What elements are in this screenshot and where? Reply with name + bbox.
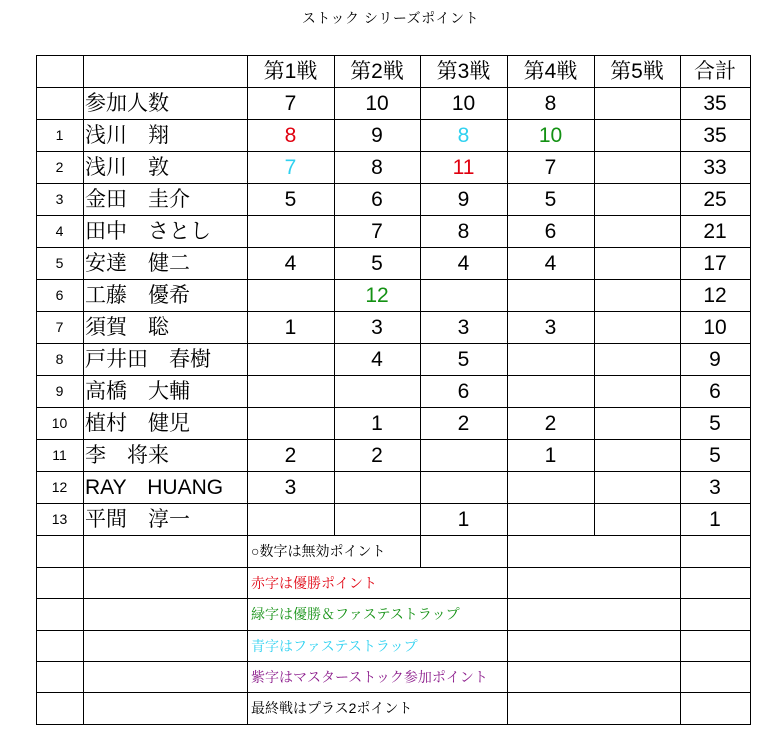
header-race-1: 第1戦: [263, 59, 318, 83]
player-name: 浅川 敦: [85, 155, 169, 179]
rank-cell: 8: [55, 351, 64, 367]
column-divider: [680, 55, 681, 724]
score-race-4: [507, 375, 594, 407]
column-divider: [594, 55, 595, 535]
legend-note: 紫字はマスターストック参加ポイント: [251, 668, 488, 685]
row-divider: [36, 311, 751, 312]
row-divider: [36, 407, 751, 408]
header-race-3: 第3戦: [436, 59, 491, 83]
player-name: 浅川 翔: [85, 123, 169, 147]
column-divider: [334, 55, 335, 535]
score-race-1: 4: [284, 251, 297, 275]
score-race-5: [594, 503, 680, 535]
rank-cell: 5: [55, 255, 64, 271]
column-divider: [750, 55, 751, 724]
player-name: 戸井田 春樹: [85, 347, 211, 371]
score-race-5: [594, 375, 680, 407]
legend-note: 赤字は優勝ポイント: [251, 574, 377, 591]
score-race-1: 5: [284, 187, 297, 211]
score-race-3: [420, 439, 507, 471]
score-total: 33: [703, 155, 727, 179]
score-race-5: [594, 151, 680, 183]
score-race-4: 2: [544, 411, 557, 435]
column-divider: [83, 55, 84, 724]
score-race-1: [247, 375, 334, 407]
score-race-1: [247, 503, 334, 535]
score-race-4: 4: [544, 251, 557, 275]
score-race-4: 3: [544, 315, 557, 339]
rank-cell: 7: [55, 319, 64, 335]
row-divider: [36, 661, 751, 662]
score-total: 10: [703, 315, 727, 339]
participants-race-5: [594, 87, 680, 119]
score-race-5: [594, 407, 680, 439]
row-divider: [36, 183, 751, 184]
score-race-4: 5: [544, 187, 557, 211]
row-divider: [36, 630, 751, 631]
score-total: 17: [703, 251, 727, 275]
player-name: 金田 圭介: [85, 187, 190, 211]
participants-race-3: 10: [451, 91, 476, 115]
score-race-3: 11: [452, 155, 475, 179]
row-divider: [36, 692, 751, 693]
score-race-3: 2: [457, 411, 470, 435]
score-race-5: [594, 279, 680, 311]
header-race-4: 第4戦: [523, 59, 578, 83]
score-race-4: 10: [538, 123, 563, 147]
score-race-1: [247, 279, 334, 311]
score-race-4: [507, 471, 594, 503]
score-race-5: [594, 311, 680, 343]
row-divider: [36, 503, 751, 504]
header-race-2: 第2戦: [350, 59, 404, 83]
score-total: 5: [709, 411, 721, 435]
score-race-3: 1: [457, 507, 470, 531]
row-divider: [36, 598, 751, 599]
row-divider: [36, 119, 751, 120]
header-total: 合計: [694, 59, 736, 83]
player-name: 須賀 聡: [85, 315, 169, 339]
column-divider: [247, 55, 248, 724]
rank-cell: 1: [55, 127, 64, 143]
player-name: 植村 健児: [85, 411, 190, 435]
column-divider: [36, 55, 37, 724]
score-race-3: [420, 471, 507, 503]
score-race-2: 2: [371, 443, 383, 467]
row-divider: [36, 87, 751, 88]
score-race-1: [247, 407, 334, 439]
participants-race-1: 7: [284, 91, 297, 115]
player-name: RAY HUANG: [85, 475, 224, 499]
player-name: 工藤 優希: [85, 283, 190, 307]
score-race-3: 8: [457, 123, 470, 147]
rank-cell: 2: [55, 159, 64, 175]
score-race-2: 5: [371, 251, 383, 275]
row-divider: [36, 215, 751, 216]
score-race-5: [594, 183, 680, 215]
score-race-3: [420, 279, 507, 311]
score-race-2: 1: [371, 411, 383, 435]
participants-total: 35: [703, 91, 727, 115]
rank-cell: 6: [55, 287, 64, 303]
score-race-1: 1: [284, 315, 297, 339]
score-race-4: 7: [544, 155, 557, 179]
legend-note: 青字はファステストラップ: [251, 637, 418, 654]
score-race-3: 9: [457, 187, 470, 211]
score-race-5: [594, 471, 680, 503]
score-race-2: [334, 375, 420, 407]
legend-note: 最終戦はプラス2ポイント: [251, 700, 413, 716]
score-race-1: [247, 215, 334, 247]
score-total: 6: [709, 379, 721, 403]
row-divider: [36, 535, 751, 536]
score-race-3: 6: [457, 379, 470, 403]
score-race-1: [247, 343, 334, 375]
score-race-2: 8: [371, 155, 383, 179]
player-name: 安達 健二: [85, 251, 190, 275]
score-race-4: [507, 503, 594, 535]
rank-cell: 12: [51, 479, 68, 495]
score-race-4: [507, 343, 594, 375]
row-divider: [36, 343, 751, 344]
score-total: 3: [709, 475, 721, 499]
row-divider: [36, 151, 751, 152]
score-race-4: [507, 279, 594, 311]
score-race-2: 9: [371, 123, 383, 147]
score-race-2: 12: [365, 283, 389, 307]
participants-race-2: 10: [365, 91, 389, 115]
score-total: 9: [709, 347, 721, 371]
rank-cell: 4: [55, 223, 64, 239]
score-race-1: 2: [284, 443, 297, 467]
score-race-4: 1: [544, 443, 557, 467]
page-title: ストック シリーズポイント: [301, 10, 480, 26]
rank-cell: 3: [55, 191, 64, 207]
score-race-3: 3: [457, 315, 470, 339]
score-race-3: 4: [457, 251, 470, 275]
score-race-5: [594, 343, 680, 375]
rank-cell: 11: [52, 447, 67, 463]
score-race-2: 3: [371, 315, 383, 339]
header-rank: [36, 55, 83, 87]
row-divider: [36, 279, 751, 280]
score-total: 1: [709, 507, 721, 531]
row-divider: [36, 247, 751, 248]
row-divider: [36, 567, 751, 568]
score-total: 21: [703, 219, 727, 243]
score-race-3: 5: [457, 347, 470, 371]
score-race-5: [594, 215, 680, 247]
rank-cell: 13: [51, 511, 68, 527]
row-divider: [36, 439, 751, 440]
player-name: 田中 さとし: [85, 219, 211, 243]
column-divider: [420, 55, 421, 535]
rank-cell: 9: [55, 383, 64, 399]
score-race-2: 6: [371, 187, 383, 211]
note-divider: [420, 535, 421, 567]
score-total: 12: [703, 283, 727, 307]
score-race-5: [594, 247, 680, 279]
score-race-2: 7: [371, 219, 383, 243]
score-total: 35: [703, 123, 727, 147]
row-divider: [36, 724, 751, 725]
participants-race-4: 8: [544, 91, 557, 115]
score-race-1: 8: [284, 123, 297, 147]
header-name: [83, 55, 247, 87]
score-race-1: 7: [284, 155, 297, 179]
column-divider: [507, 55, 508, 724]
score-race-5: [594, 119, 680, 151]
legend-note: ○数字は無効ポイント: [251, 543, 386, 559]
score-total: 25: [703, 187, 727, 211]
row-divider: [36, 55, 751, 56]
player-name: 平間 淳一: [85, 507, 190, 531]
score-race-3: 8: [457, 219, 470, 243]
participants-label: 参加人数: [85, 91, 169, 115]
score-race-2: [334, 503, 420, 535]
row-divider: [36, 375, 751, 376]
score-race-2: [334, 471, 420, 503]
score-race-5: [594, 439, 680, 471]
row-divider: [36, 471, 751, 472]
rank-cell: 10: [51, 415, 68, 431]
player-name: 李 将来: [85, 443, 169, 467]
score-race-1: 3: [284, 475, 297, 499]
header-race-5: 第5戦: [610, 59, 664, 83]
score-race-4: 6: [544, 219, 557, 243]
score-race-2: 4: [371, 347, 383, 371]
score-total: 5: [709, 443, 721, 467]
legend-note: 緑字は優勝＆ファステストラップ: [251, 606, 460, 622]
player-name: 高橋 大輔: [85, 379, 190, 403]
